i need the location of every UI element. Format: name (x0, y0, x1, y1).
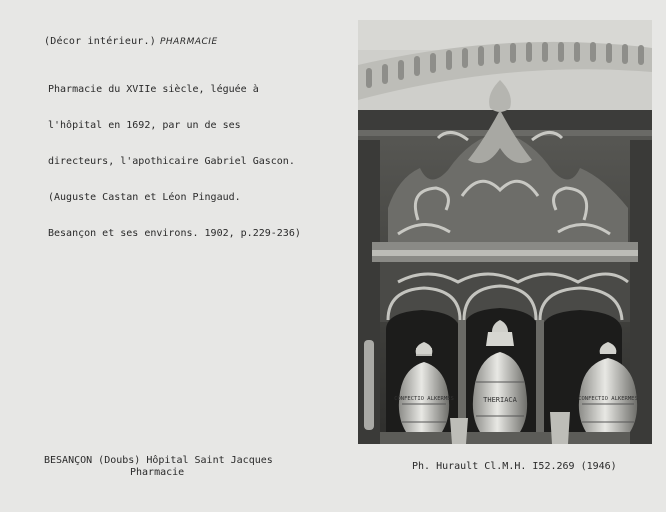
location-subline: Pharmacie (130, 467, 185, 478)
pharmacy-photo (358, 20, 652, 444)
description-line: directeurs, l'apothicaire Gabriel Gascon. (48, 156, 295, 167)
jar-label-right: CONFECTIO ALKERMES (578, 396, 638, 402)
location-line: BESANÇON (Doubs) Hôpital Saint Jacques (44, 455, 273, 466)
photograph (358, 20, 652, 444)
jar-label-left: CONFECTIO ALKERMES (394, 396, 454, 402)
description-line: Besançon et ses environs. 1902, p.229-236) (48, 228, 301, 239)
jar-label-center: THERIACA (483, 396, 517, 404)
card-heading (44, 36, 218, 47)
description-line: l'hôpital en 1692, par un de ses (48, 120, 241, 131)
description-line: (Auguste Castan et Léon Pingaud. (48, 192, 241, 203)
handwritten-annotation: PHARMACIE (159, 37, 218, 47)
photo-credit: Ph. Hurault Cl.M.H. I52.269 (1946) (412, 461, 617, 472)
description (48, 60, 301, 264)
location-caption (44, 455, 273, 479)
heading-text: (Décor intérieur.) (44, 36, 156, 47)
description-line: Pharmacie du XVIIe siècle, léguée à (48, 84, 259, 95)
